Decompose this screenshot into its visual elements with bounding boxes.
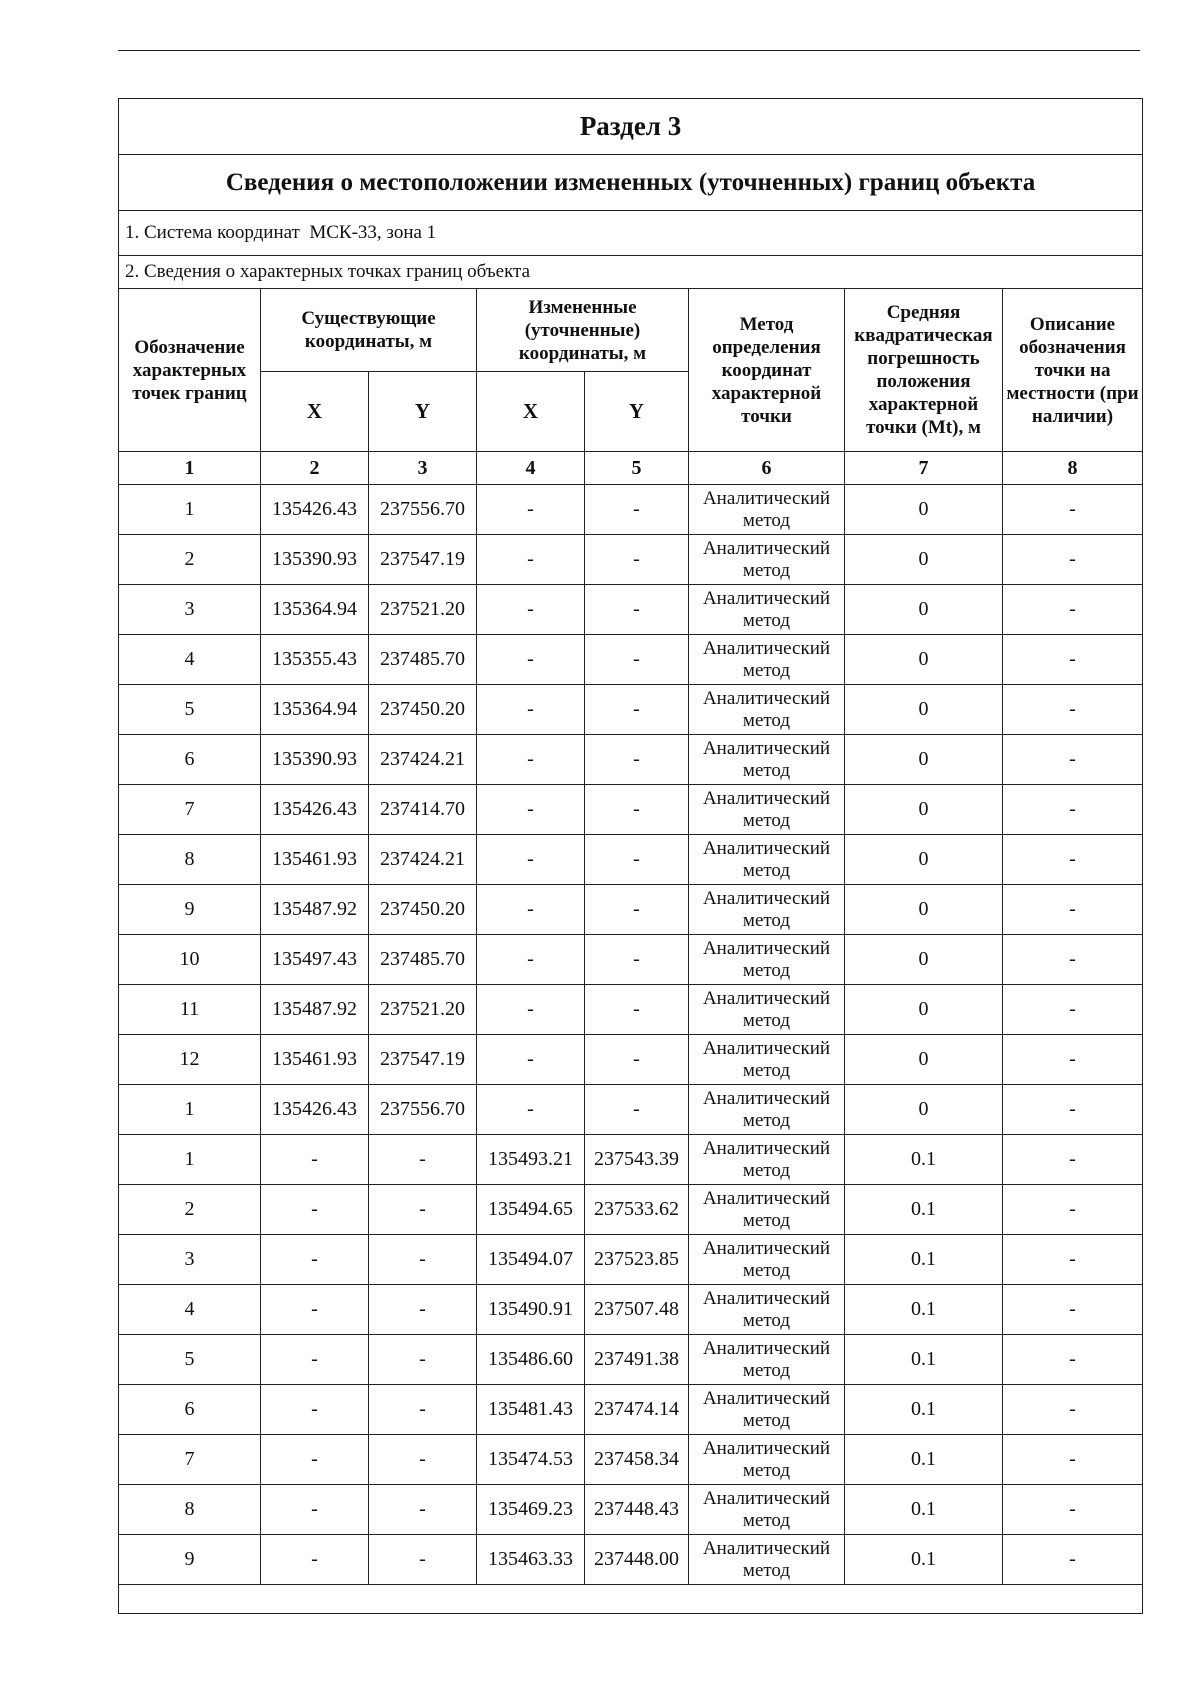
changed-y-cell: -	[585, 635, 689, 685]
column-number: 6	[689, 452, 845, 485]
changed-x-cell: -	[477, 985, 585, 1035]
point-number-cell: 5	[119, 1335, 261, 1385]
table-row	[119, 1135, 1143, 1185]
header-method: Метод определения координат характерной точки	[689, 289, 845, 452]
table-row	[119, 785, 1143, 835]
existing-x-cell: 135426.43	[261, 1085, 369, 1135]
error-cell: 0	[845, 485, 1003, 535]
changed-y-cell: -	[585, 985, 689, 1035]
coord-system-label: 1. Система координат	[125, 222, 300, 243]
description-cell: -	[1003, 485, 1143, 535]
point-number-cell: 1	[119, 1135, 261, 1185]
existing-x-cell: 135355.43	[261, 635, 369, 685]
description-cell: -	[1003, 1485, 1143, 1535]
method-cell: Аналитический метод	[689, 1385, 845, 1435]
error-cell: 0	[845, 685, 1003, 735]
existing-y-cell: 237485.70	[369, 635, 477, 685]
changed-y-cell: -	[585, 935, 689, 985]
changed-y-cell: -	[585, 835, 689, 885]
existing-x-cell: 135390.93	[261, 735, 369, 785]
changed-x-cell: -	[477, 735, 585, 785]
description-cell: -	[1003, 1535, 1143, 1585]
existing-x-cell: 135426.43	[261, 485, 369, 535]
point-number-cell: 7	[119, 785, 261, 835]
existing-y-cell: -	[369, 1485, 477, 1535]
changed-y-cell: 237448.43	[585, 1485, 689, 1535]
description-cell: -	[1003, 1435, 1143, 1485]
existing-x-cell: 135487.92	[261, 985, 369, 1035]
header-error: Средняя квадратическая погрешность положения характерной точки (Mt), м	[845, 289, 1003, 452]
point-number-cell: 9	[119, 1535, 261, 1585]
error-cell: 0	[845, 635, 1003, 685]
existing-y-cell: -	[369, 1435, 477, 1485]
table-body	[119, 485, 1143, 1585]
description-cell: -	[1003, 685, 1143, 735]
changed-y-cell: -	[585, 885, 689, 935]
point-number-cell: 7	[119, 1435, 261, 1485]
header-description: Описание обозначения точки на местности (при наличии)	[1003, 289, 1143, 452]
column-number: 1	[119, 452, 261, 485]
error-cell: 0	[845, 1035, 1003, 1085]
existing-y-cell: 237521.20	[369, 985, 477, 1035]
table-row	[119, 1335, 1143, 1385]
changed-x-cell: 135481.43	[477, 1385, 585, 1435]
existing-y-cell: -	[369, 1535, 477, 1585]
method-cell: Аналитический метод	[689, 785, 845, 835]
changed-x-cell: 135490.91	[477, 1285, 585, 1335]
existing-x-cell: -	[261, 1435, 369, 1485]
header-existing: Существующие координаты, м	[261, 289, 477, 372]
table-row	[119, 935, 1143, 985]
point-number-cell: 2	[119, 535, 261, 585]
changed-x-cell: -	[477, 885, 585, 935]
table-row	[119, 1435, 1143, 1485]
point-number-cell: 2	[119, 1185, 261, 1235]
point-number-cell: 6	[119, 735, 261, 785]
changed-y-cell: -	[585, 735, 689, 785]
header-changed-x: X	[477, 372, 585, 452]
table-row	[119, 735, 1143, 785]
changed-x-cell: 135469.23	[477, 1485, 585, 1535]
description-cell: -	[1003, 1385, 1143, 1435]
existing-y-cell: -	[369, 1185, 477, 1235]
changed-x-cell: -	[477, 685, 585, 735]
existing-y-cell: -	[369, 1285, 477, 1335]
header-changed-y: Y	[585, 372, 689, 452]
error-cell: 0.1	[845, 1535, 1003, 1585]
error-cell: 0	[845, 785, 1003, 835]
changed-x-cell: -	[477, 785, 585, 835]
method-cell: Аналитический метод	[689, 485, 845, 535]
table-row	[119, 885, 1143, 935]
changed-x-cell: 135474.53	[477, 1435, 585, 1485]
error-cell: 0.1	[845, 1335, 1003, 1385]
changed-y-cell: -	[585, 485, 689, 535]
existing-x-cell: -	[261, 1285, 369, 1335]
changed-y-cell: -	[585, 1035, 689, 1085]
method-cell: Аналитический метод	[689, 885, 845, 935]
method-cell: Аналитический метод	[689, 585, 845, 635]
changed-x-cell: -	[477, 535, 585, 585]
changed-y-cell: 237491.38	[585, 1335, 689, 1385]
existing-y-cell: 237424.21	[369, 835, 477, 885]
changed-x-cell: -	[477, 485, 585, 535]
existing-y-cell: 237450.20	[369, 685, 477, 735]
changed-y-cell: -	[585, 535, 689, 585]
error-cell: 0.1	[845, 1385, 1003, 1435]
existing-x-cell: -	[261, 1335, 369, 1385]
method-cell: Аналитический метод	[689, 1335, 845, 1385]
existing-y-cell: 237450.20	[369, 885, 477, 935]
existing-x-cell: -	[261, 1535, 369, 1585]
point-number-cell: 8	[119, 835, 261, 885]
changed-y-cell: -	[585, 785, 689, 835]
table-row	[119, 1485, 1143, 1535]
existing-y-cell: -	[369, 1135, 477, 1185]
description-cell: -	[1003, 1235, 1143, 1285]
existing-x-cell: -	[261, 1385, 369, 1435]
document-sheet	[118, 98, 1142, 1614]
existing-x-cell: 135487.92	[261, 885, 369, 935]
description-cell: -	[1003, 535, 1143, 585]
table-row	[119, 985, 1143, 1035]
changed-x-cell: 135493.21	[477, 1135, 585, 1185]
description-cell: -	[1003, 1285, 1143, 1335]
column-number: 8	[1003, 452, 1143, 485]
table-row	[119, 685, 1143, 735]
existing-x-cell: -	[261, 1235, 369, 1285]
table-row	[119, 535, 1143, 585]
existing-x-cell: 135364.94	[261, 585, 369, 635]
method-cell: Аналитический метод	[689, 535, 845, 585]
description-cell: -	[1003, 885, 1143, 935]
method-cell: Аналитический метод	[689, 1085, 845, 1135]
method-cell: Аналитический метод	[689, 1135, 845, 1185]
header-existing-y: Y	[369, 372, 477, 452]
column-number: 3	[369, 452, 477, 485]
existing-x-cell: 135364.94	[261, 685, 369, 735]
table-row	[119, 585, 1143, 635]
point-number-cell: 4	[119, 635, 261, 685]
method-cell: Аналитический метод	[689, 1285, 845, 1335]
error-cell: 0	[845, 885, 1003, 935]
changed-x-cell: 135494.07	[477, 1235, 585, 1285]
method-cell: Аналитический метод	[689, 735, 845, 785]
table-row	[119, 1385, 1143, 1435]
table-row	[119, 1185, 1143, 1235]
error-cell: 0.1	[845, 1235, 1003, 1285]
existing-y-cell: 237424.21	[369, 735, 477, 785]
blank-cell	[119, 1585, 1143, 1614]
column-number: 5	[585, 452, 689, 485]
table-row	[119, 1235, 1143, 1285]
point-number-cell: 12	[119, 1035, 261, 1085]
points-info-row: 2. Сведения о характерных точках границ объекта	[119, 256, 1143, 289]
changed-y-cell: 237458.34	[585, 1435, 689, 1485]
error-cell: 0	[845, 985, 1003, 1035]
description-cell: -	[1003, 785, 1143, 835]
method-cell: Аналитический метод	[689, 1185, 845, 1235]
description-cell: -	[1003, 585, 1143, 635]
error-cell: 0.1	[845, 1135, 1003, 1185]
changed-y-cell: 237474.14	[585, 1385, 689, 1435]
method-cell: Аналитический метод	[689, 835, 845, 885]
changed-x-cell: -	[477, 1085, 585, 1135]
point-number-cell: 9	[119, 885, 261, 935]
description-cell: -	[1003, 985, 1143, 1035]
table-row	[119, 485, 1143, 535]
description-cell: -	[1003, 735, 1143, 785]
existing-x-cell: 135390.93	[261, 535, 369, 585]
error-cell: 0.1	[845, 1485, 1003, 1535]
existing-y-cell: 237414.70	[369, 785, 477, 835]
point-number-cell: 3	[119, 1235, 261, 1285]
changed-y-cell: 237533.62	[585, 1185, 689, 1235]
column-number-row	[119, 452, 1143, 485]
changed-x-cell: -	[477, 1035, 585, 1085]
changed-x-cell: 135463.33	[477, 1535, 585, 1585]
method-cell: Аналитический метод	[689, 635, 845, 685]
existing-y-cell: 237556.70	[369, 485, 477, 535]
error-cell: 0	[845, 835, 1003, 885]
section-subtitle: Сведения о местоположении измененных (уточненных) границ объекта	[119, 155, 1143, 211]
table-row	[119, 1085, 1143, 1135]
existing-y-cell: -	[369, 1385, 477, 1435]
changed-y-cell: 237448.00	[585, 1535, 689, 1585]
changed-x-cell: -	[477, 935, 585, 985]
description-cell: -	[1003, 935, 1143, 985]
changed-y-cell: 237543.39	[585, 1135, 689, 1185]
coord-system-value: МСК-33, зона 1	[309, 222, 437, 243]
point-number-cell: 1	[119, 1085, 261, 1135]
table-row	[119, 1035, 1143, 1085]
description-cell: -	[1003, 1085, 1143, 1135]
description-cell: -	[1003, 1185, 1143, 1235]
column-number: 7	[845, 452, 1003, 485]
method-cell: Аналитический метод	[689, 1035, 845, 1085]
description-cell: -	[1003, 1135, 1143, 1185]
changed-y-cell: -	[585, 1085, 689, 1135]
method-cell: Аналитический метод	[689, 935, 845, 985]
header-existing-x: X	[261, 372, 369, 452]
method-cell: Аналитический метод	[689, 1235, 845, 1285]
description-cell: -	[1003, 635, 1143, 685]
method-cell: Аналитический метод	[689, 685, 845, 735]
error-cell: 0.1	[845, 1185, 1003, 1235]
table-row	[119, 1535, 1143, 1585]
changed-x-cell: 135486.60	[477, 1335, 585, 1385]
section-title: Раздел 3	[119, 99, 1143, 155]
point-number-cell: 4	[119, 1285, 261, 1335]
table-row	[119, 635, 1143, 685]
point-number-cell: 5	[119, 685, 261, 735]
existing-y-cell: 237547.19	[369, 1035, 477, 1085]
error-cell: 0	[845, 935, 1003, 985]
changed-x-cell: -	[477, 585, 585, 635]
existing-y-cell: 237556.70	[369, 1085, 477, 1135]
existing-y-cell: 237485.70	[369, 935, 477, 985]
description-cell: -	[1003, 835, 1143, 885]
point-number-cell: 10	[119, 935, 261, 985]
table-row	[119, 1285, 1143, 1335]
error-cell: 0	[845, 1085, 1003, 1135]
existing-y-cell: -	[369, 1335, 477, 1385]
header-changed: Измененные (уточненные) координаты, м	[477, 289, 689, 372]
existing-x-cell: 135461.93	[261, 835, 369, 885]
existing-x-cell: -	[261, 1135, 369, 1185]
boundary-table	[118, 98, 1143, 1614]
column-number: 4	[477, 452, 585, 485]
existing-y-cell: 237547.19	[369, 535, 477, 585]
method-cell: Аналитический метод	[689, 985, 845, 1035]
description-cell: -	[1003, 1035, 1143, 1085]
changed-y-cell: -	[585, 585, 689, 635]
existing-x-cell: 135426.43	[261, 785, 369, 835]
description-cell: -	[1003, 1335, 1143, 1385]
changed-x-cell: 135494.65	[477, 1185, 585, 1235]
existing-x-cell: -	[261, 1185, 369, 1235]
existing-y-cell: -	[369, 1235, 477, 1285]
point-number-cell: 11	[119, 985, 261, 1035]
point-number-cell: 6	[119, 1385, 261, 1435]
existing-x-cell: 135461.93	[261, 1035, 369, 1085]
error-cell: 0	[845, 535, 1003, 585]
changed-y-cell: -	[585, 685, 689, 735]
header-designation: Обозначение характерных точек границ	[119, 289, 261, 452]
method-cell: Аналитический метод	[689, 1435, 845, 1485]
method-cell: Аналитический метод	[689, 1535, 845, 1585]
method-cell: Аналитический метод	[689, 1485, 845, 1535]
error-cell: 0	[845, 585, 1003, 635]
coord-system-row	[119, 211, 1143, 256]
point-number-cell: 3	[119, 585, 261, 635]
error-cell: 0.1	[845, 1285, 1003, 1335]
existing-x-cell: -	[261, 1485, 369, 1535]
existing-x-cell: 135497.43	[261, 935, 369, 985]
blank-row	[119, 1585, 1143, 1614]
point-number-cell: 8	[119, 1485, 261, 1535]
top-rule	[118, 50, 1140, 51]
existing-y-cell: 237521.20	[369, 585, 477, 635]
table-row	[119, 835, 1143, 885]
changed-y-cell: 237507.48	[585, 1285, 689, 1335]
error-cell: 0	[845, 735, 1003, 785]
column-number: 2	[261, 452, 369, 485]
changed-x-cell: -	[477, 635, 585, 685]
changed-y-cell: 237523.85	[585, 1235, 689, 1285]
changed-x-cell: -	[477, 835, 585, 885]
error-cell: 0.1	[845, 1435, 1003, 1485]
point-number-cell: 1	[119, 485, 261, 535]
